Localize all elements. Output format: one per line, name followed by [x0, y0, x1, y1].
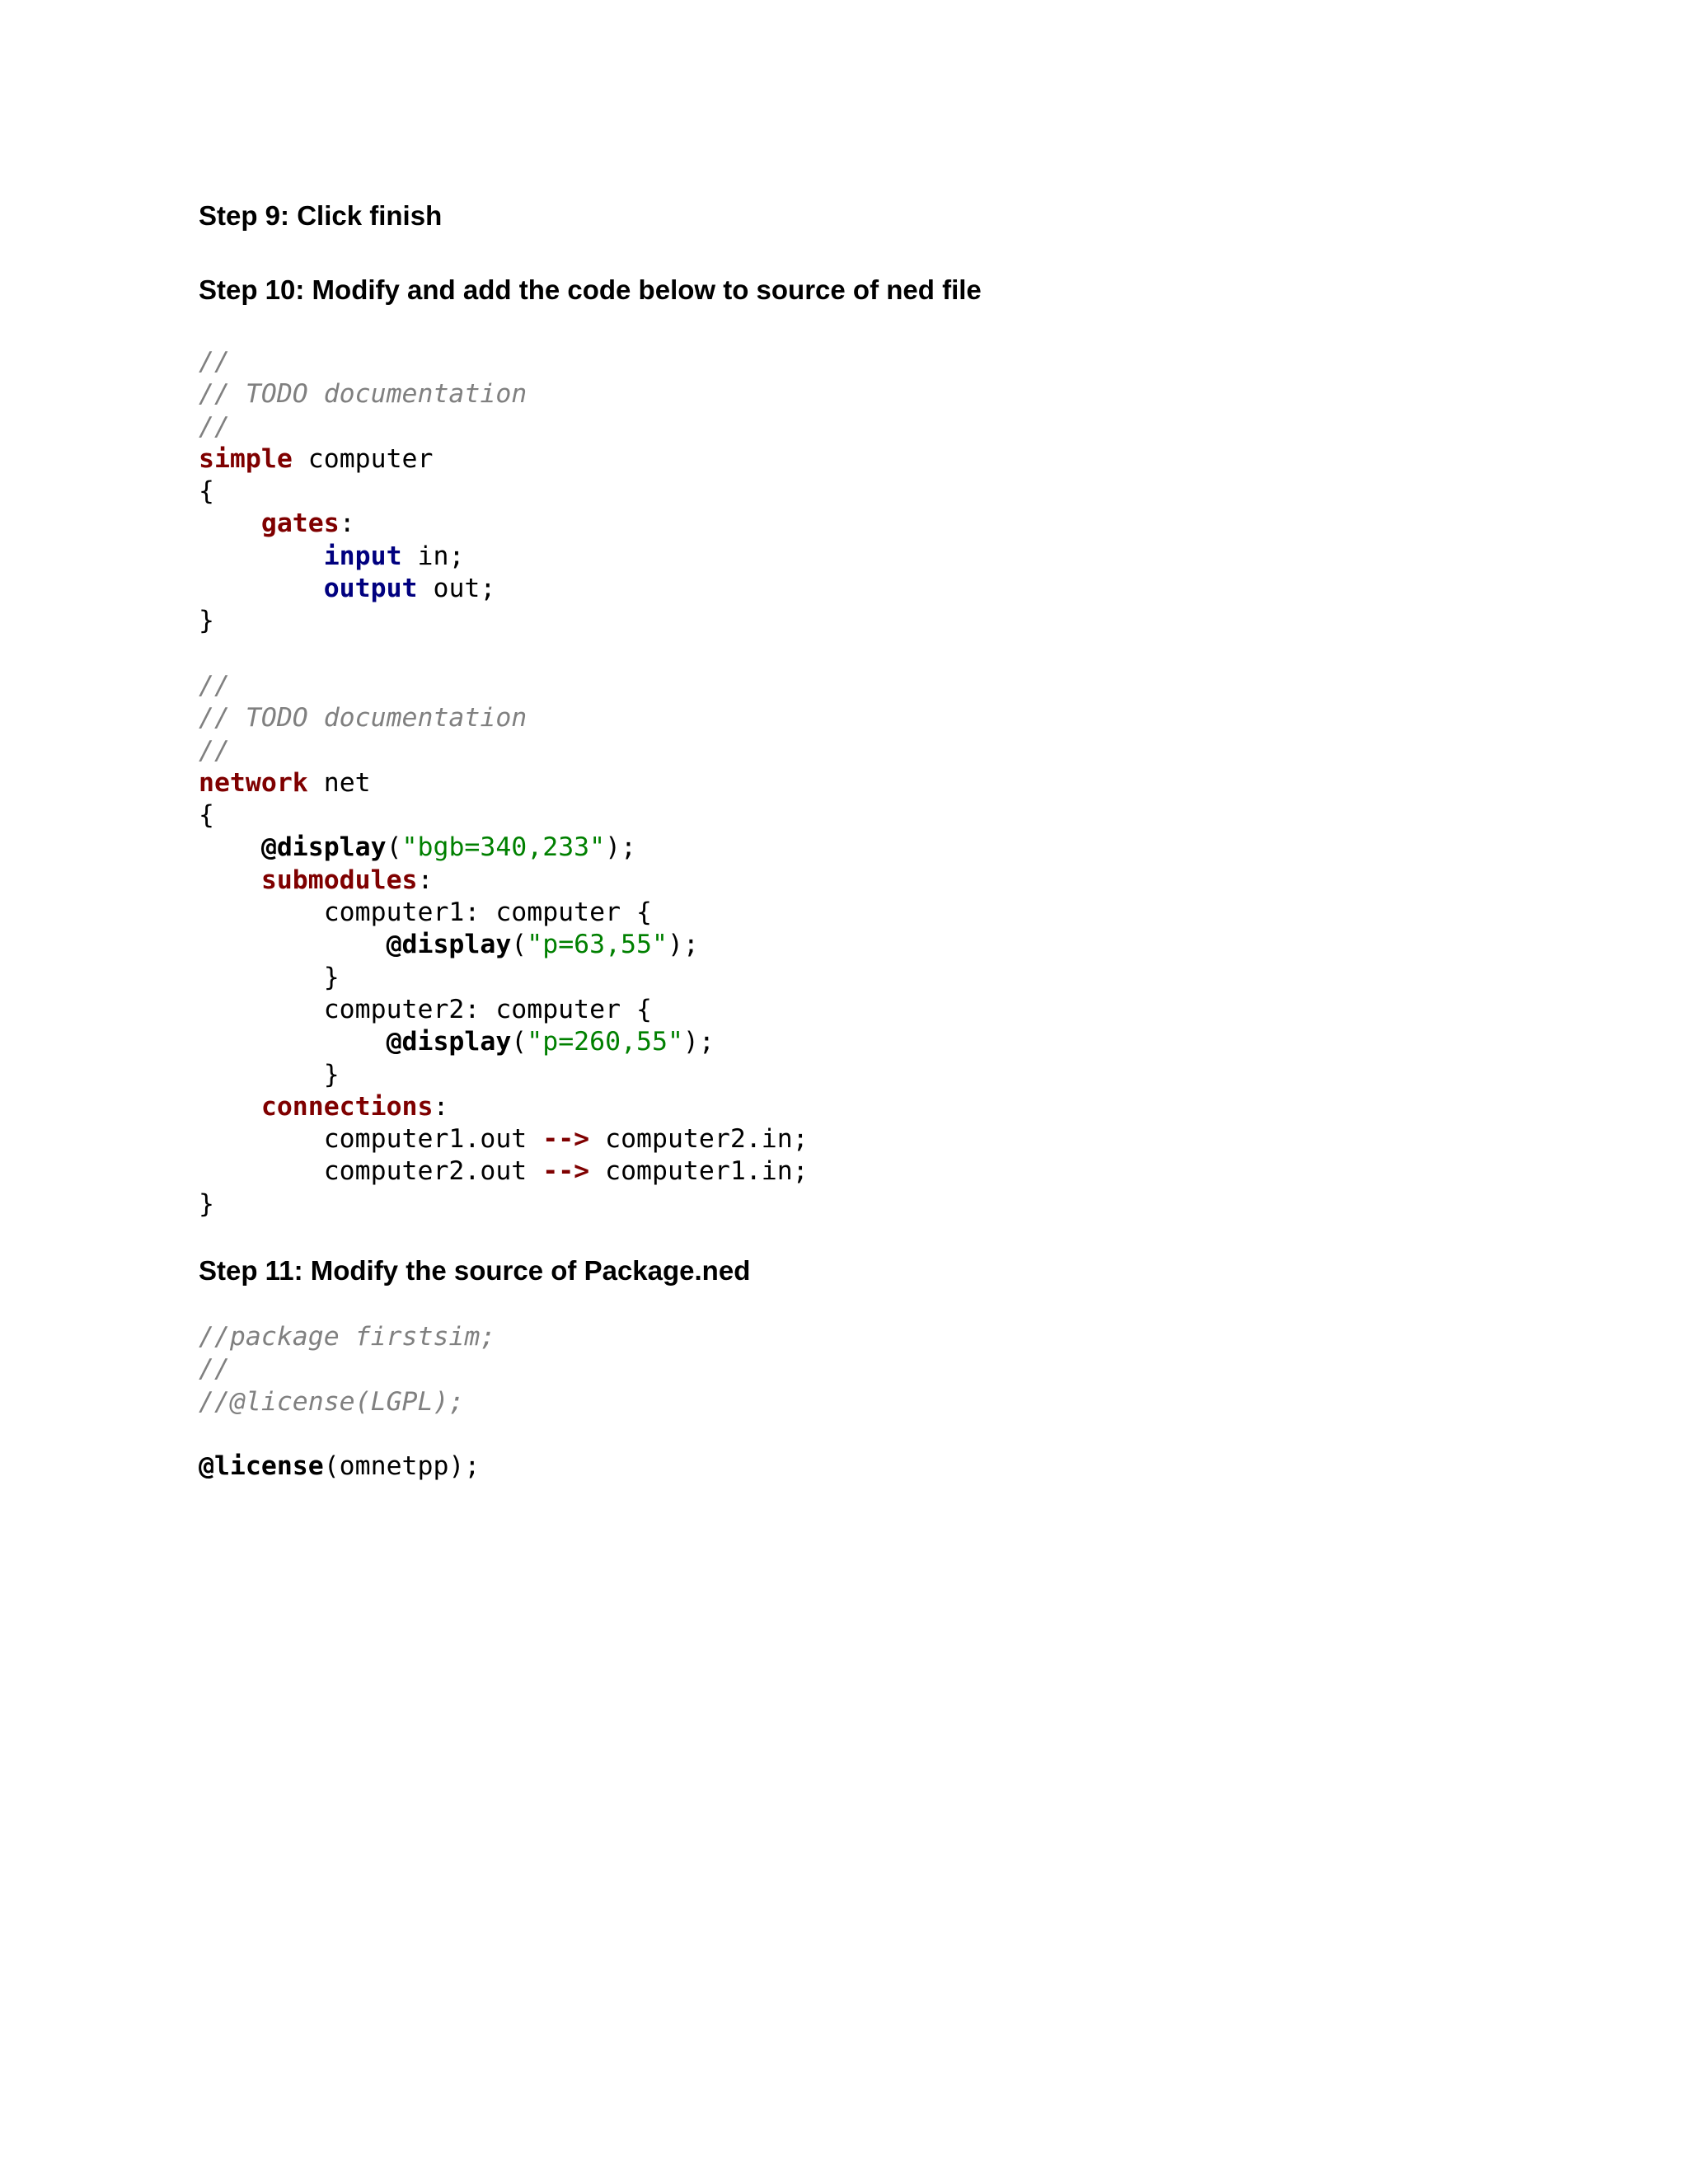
code-line	[199, 832, 809, 864]
code-token: simple	[199, 443, 293, 474]
code-token: }	[199, 606, 214, 636]
code-token	[199, 509, 261, 538]
code-token: in;	[401, 541, 465, 571]
code-token: submodules	[260, 865, 418, 895]
code-line	[199, 1188, 809, 1221]
code-line	[199, 994, 809, 1026]
code-line	[199, 1155, 809, 1188]
code-token: gates	[260, 509, 340, 539]
code-token: (	[511, 930, 528, 960]
code-token: :	[417, 865, 434, 895]
code-token: computer2.in;	[589, 1124, 809, 1155]
code-token: (omnetpp);	[323, 1451, 481, 1482]
package-ned-code-block	[199, 1321, 495, 1483]
code-token: computer1.out	[199, 1124, 543, 1155]
code-line	[199, 1353, 495, 1385]
code-line	[199, 865, 809, 897]
code-line	[199, 799, 809, 832]
code-line	[199, 702, 809, 734]
code-token: computer1.in;	[589, 1156, 809, 1187]
code-token: // TODO documentation	[199, 379, 528, 410]
step-10-heading: Step 10: Modify and add the code below to source of ned file	[199, 274, 982, 305]
code-token: computer2: computer {	[199, 994, 652, 1024]
code-line	[199, 1123, 809, 1155]
code-token: computer	[292, 443, 434, 474]
code-token: connections	[260, 1091, 434, 1122]
code-line	[199, 1451, 495, 1483]
code-token: //	[199, 735, 230, 766]
code-token: // TODO documentation	[199, 703, 528, 733]
code-line	[199, 541, 809, 573]
code-line	[199, 378, 809, 410]
code-line	[199, 1386, 495, 1418]
code-line	[199, 767, 809, 799]
code-token: @display	[386, 930, 512, 960]
code-line	[199, 605, 809, 637]
code-token: //	[199, 347, 230, 377]
code-token: (	[511, 1027, 528, 1057]
code-token	[199, 574, 324, 603]
code-line	[199, 1091, 809, 1123]
code-token: //@license(LGPL);	[199, 1386, 465, 1417]
code-token	[199, 1027, 387, 1057]
code-token: out;	[417, 574, 496, 604]
code-token: @display	[386, 1027, 512, 1057]
code-token: {	[199, 800, 214, 831]
code-token	[199, 832, 261, 862]
code-token: :	[433, 1091, 449, 1122]
code-token: (	[386, 832, 402, 863]
code-token	[199, 541, 324, 571]
code-token: //	[199, 670, 230, 701]
code-token: -->	[542, 1124, 590, 1155]
code-line	[199, 476, 809, 508]
code-token: :	[339, 509, 355, 539]
code-token	[199, 1092, 261, 1122]
code-line	[199, 1059, 809, 1091]
code-token: {	[199, 476, 214, 507]
code-token: computer1: computer {	[199, 898, 652, 928]
code-token: "p=63,55"	[527, 930, 668, 960]
code-line	[199, 1418, 495, 1451]
code-line	[199, 346, 809, 378]
code-token: //package firstsim;	[199, 1322, 496, 1352]
code-line	[199, 962, 809, 994]
code-token: network	[199, 767, 308, 798]
code-token: net	[307, 767, 371, 798]
code-line	[199, 897, 809, 929]
code-token: }	[199, 1188, 214, 1219]
step-9-heading: Step 9: Click finish	[199, 200, 443, 231]
code-token: );	[605, 832, 637, 863]
code-line	[199, 573, 809, 605]
code-token: input	[323, 541, 402, 571]
ned-code-block	[199, 346, 809, 1221]
code-token	[199, 865, 261, 895]
code-token: @license	[199, 1451, 324, 1482]
code-line	[199, 638, 809, 670]
code-line	[199, 670, 809, 702]
code-line	[199, 735, 809, 767]
code-token: }	[199, 962, 340, 992]
code-token: //	[199, 411, 230, 442]
code-token	[199, 930, 387, 959]
code-token: }	[199, 1059, 340, 1090]
code-token: );	[682, 1027, 715, 1057]
code-token: @display	[260, 832, 387, 863]
code-token: output	[323, 574, 418, 604]
code-token: //	[199, 1354, 230, 1385]
code-line	[199, 508, 809, 540]
code-token: "bgb=340,233"	[401, 832, 606, 863]
code-token: );	[667, 930, 699, 960]
code-token: computer2.out	[199, 1156, 543, 1187]
code-line	[199, 1321, 495, 1353]
code-token: "p=260,55"	[527, 1027, 683, 1057]
code-token: -->	[542, 1156, 590, 1187]
code-line	[199, 1026, 809, 1058]
step-11-heading: Step 11: Modify the source of Package.ned	[199, 1255, 751, 1286]
code-line	[199, 443, 809, 476]
code-line	[199, 929, 809, 961]
code-line	[199, 411, 809, 443]
